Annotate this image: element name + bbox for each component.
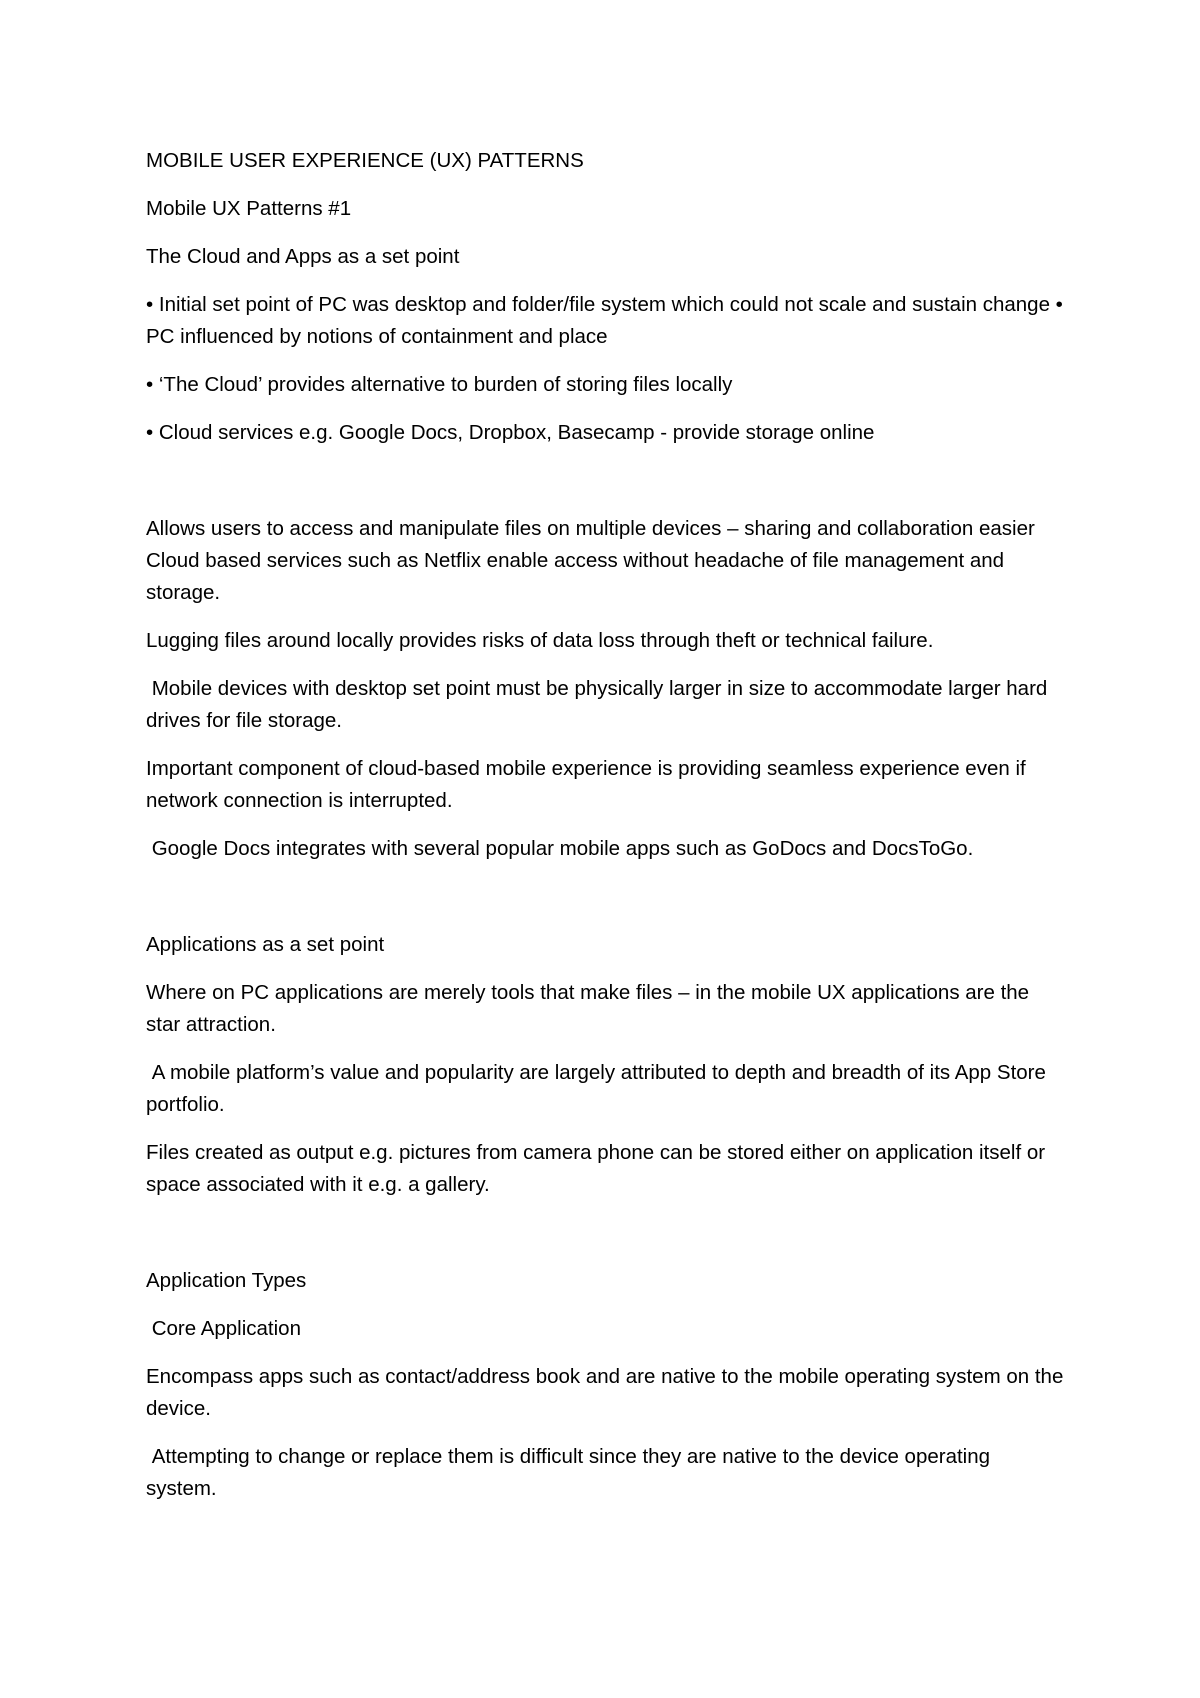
bullet-paragraph: • Initial set point of PC was desktop and folder/file system which could not scale and sustain change • PC influenced by notions of containment and place xyxy=(146,293,1069,348)
document-body xyxy=(146,145,1070,1521)
body-paragraph: Mobile devices with desktop set point must be physically larger in size to accommodate larger hard drives for file storage. xyxy=(146,677,1053,732)
body-paragraph: Attempting to change or replace them is difficult since they are native to the device operating system. xyxy=(146,1445,996,1500)
body-paragraph: Files created as output e.g. pictures from camera phone can be stored either on application itself or space associated with it e.g. a gallery. xyxy=(146,1141,1051,1196)
document-title: MOBILE USER EXPERIENCE (UX) PATTERNS xyxy=(146,149,584,172)
document-subtitle: Mobile UX Patterns #1 xyxy=(146,197,352,220)
bullet-paragraph: • Cloud services e.g. Google Docs, Dropbox, Basecamp - provide storage online xyxy=(146,421,875,444)
subheading-core-application: Core Application xyxy=(146,1317,301,1340)
body-paragraph: Where on PC applications are merely tools that make files – in the mobile UX applications are the star attraction. xyxy=(146,981,1035,1036)
body-paragraph: Lugging files around locally provides risks of data loss through theft or technical failure. xyxy=(146,629,934,652)
section-heading-applications: Applications as a set point xyxy=(146,933,385,956)
blank-line xyxy=(146,881,1066,929)
body-paragraph: Google Docs integrates with several popular mobile apps such as GoDocs and DocsToGo. xyxy=(146,837,974,860)
bullet-paragraph: • ‘The Cloud’ provides alternative to burden of storing files locally xyxy=(146,373,733,396)
body-paragraph: Important component of cloud-based mobile experience is providing seamless experience even if network connection is interrupted. xyxy=(146,757,1032,812)
blank-line xyxy=(146,465,1066,513)
body-paragraph: A mobile platform’s value and popularity are largely attributed to depth and breadth of its App Store portfolio. xyxy=(146,1061,1052,1116)
section-heading-app-types: Application Types xyxy=(146,1269,307,1292)
body-paragraph: Allows users to access and manipulate files on multiple devices – sharing and collaboration easier Cloud based services such as Netflix enable access without headache of file management and storage. xyxy=(146,517,1041,604)
blank-line xyxy=(146,1217,1066,1265)
body-paragraph: Encompass apps such as contact/address book and are native to the mobile operating system on the device. xyxy=(146,1365,1070,1420)
section-heading-cloud: The Cloud and Apps as a set point xyxy=(146,245,460,268)
